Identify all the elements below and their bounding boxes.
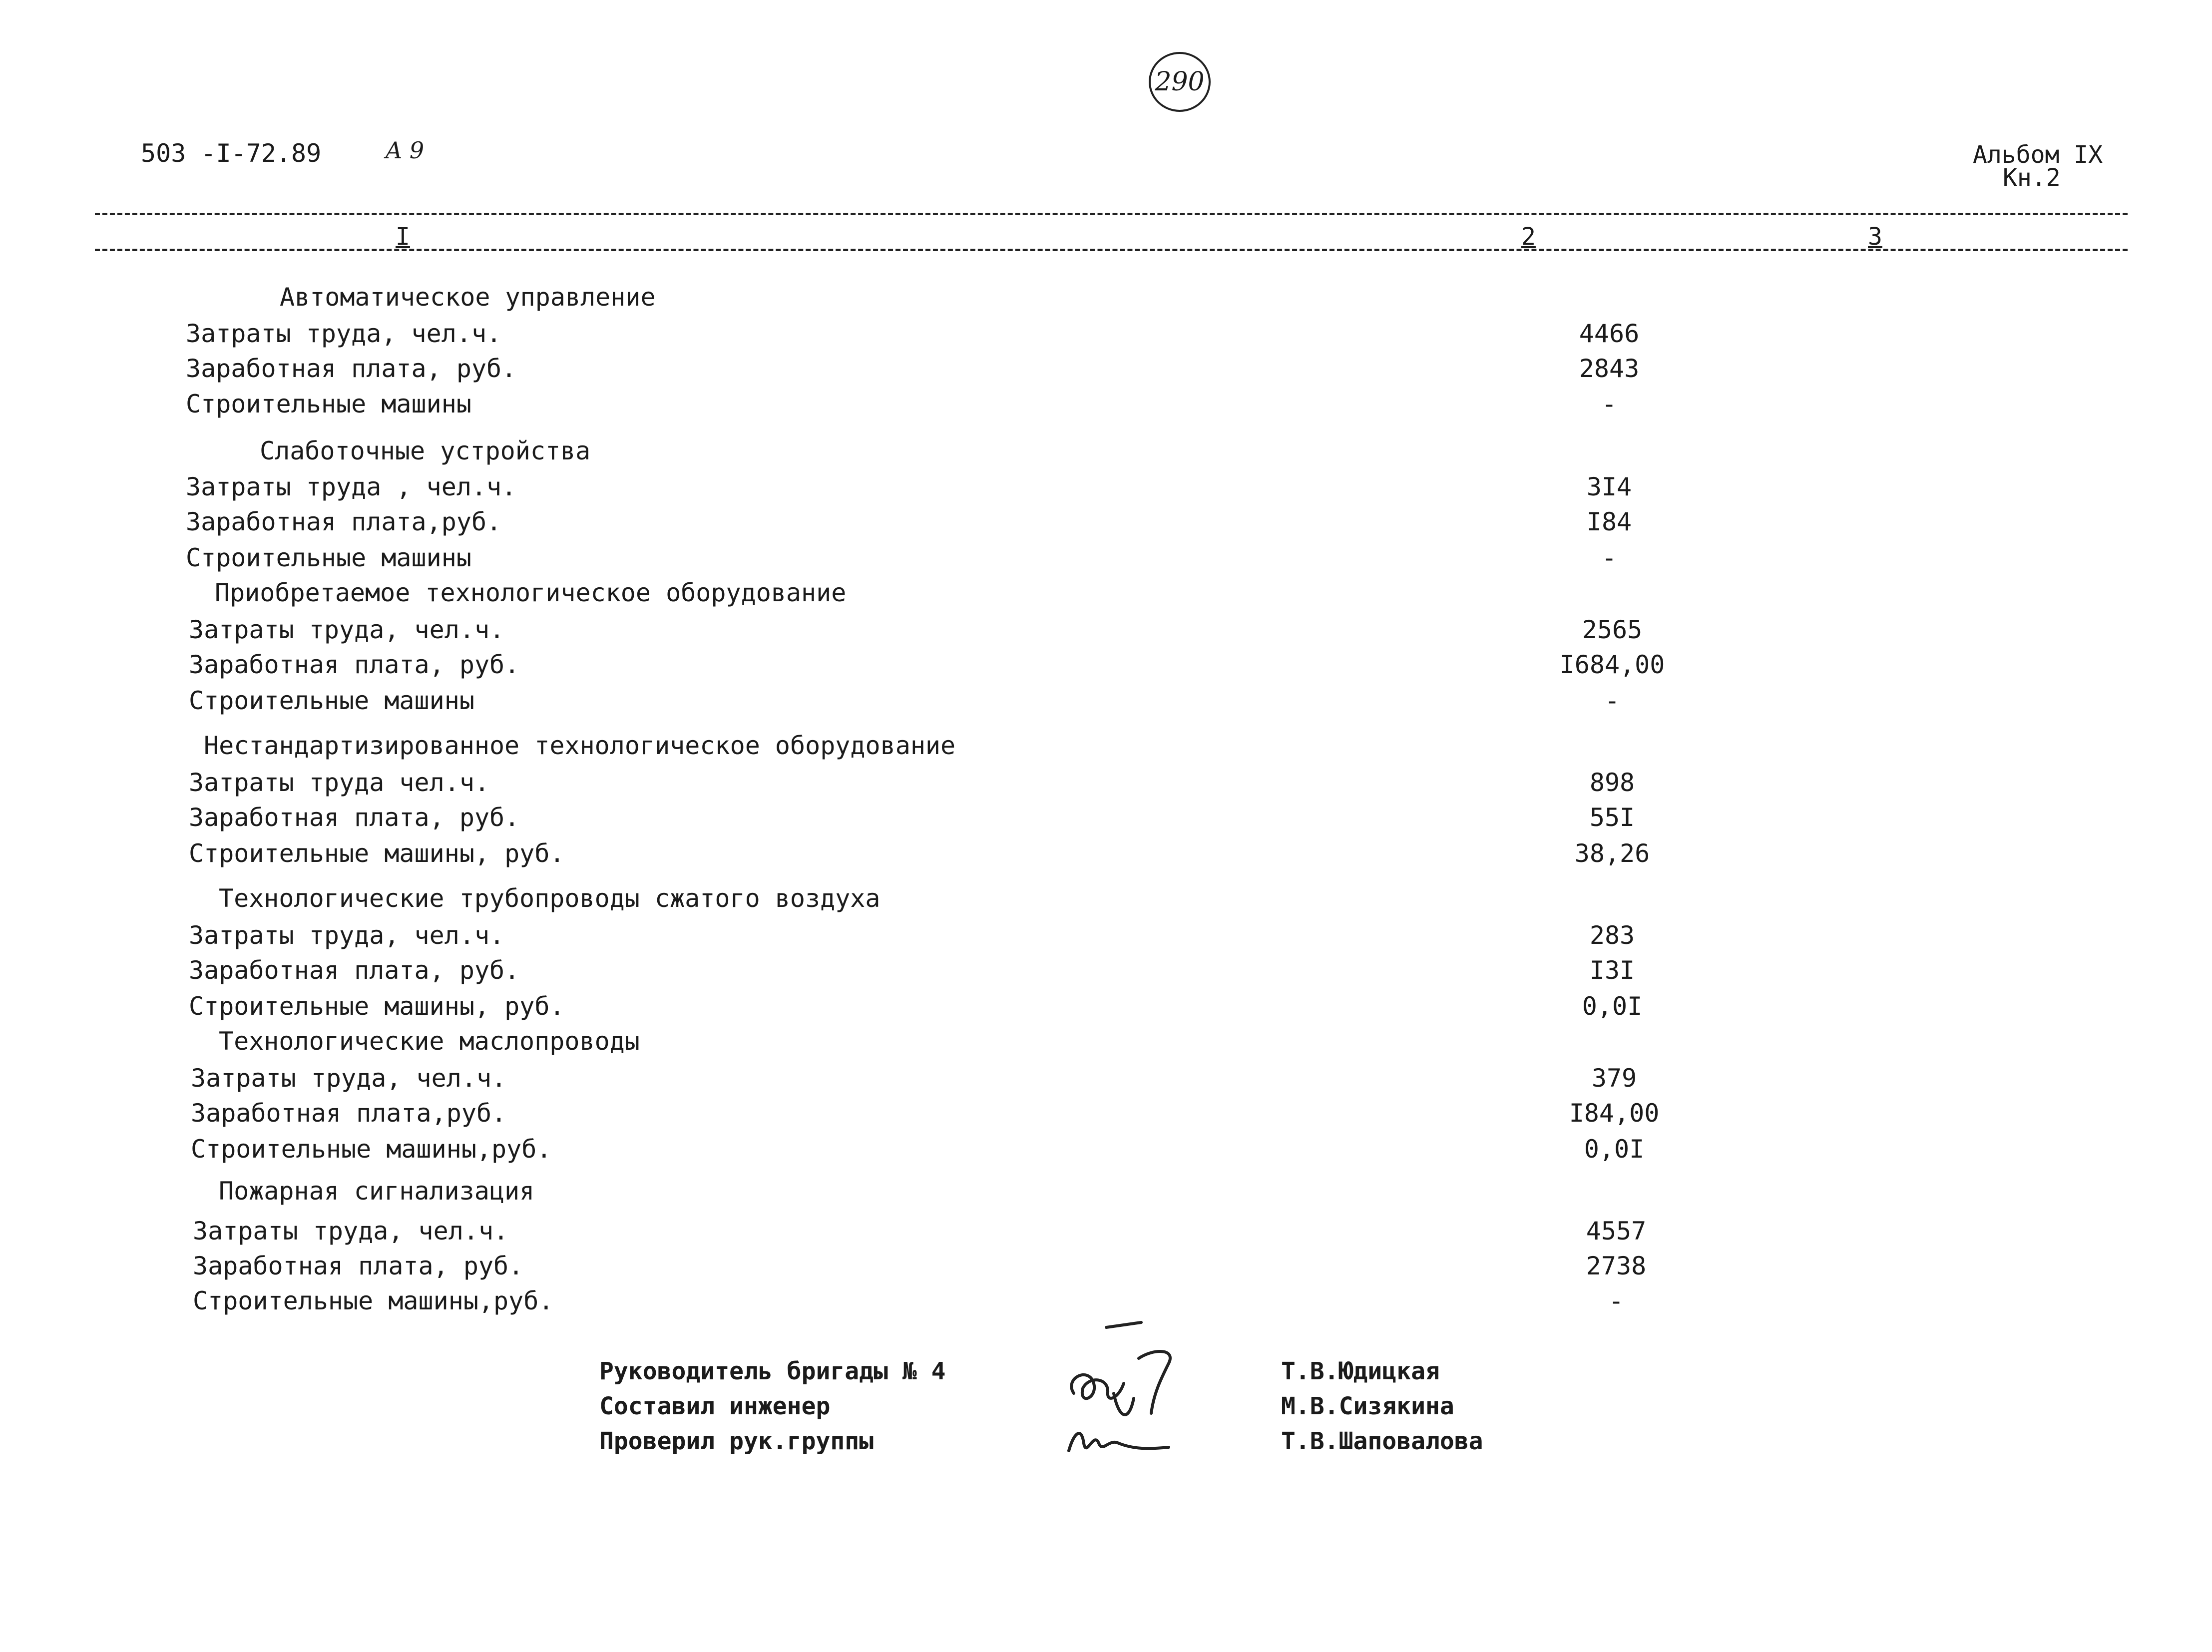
row-value: 3I4 [1586, 472, 1632, 501]
row-label: Затраты труда, чел.ч. [193, 1217, 509, 1245]
row-value: I3I [1589, 956, 1635, 985]
row-value: - [1604, 686, 1620, 715]
section-title: Нестандартизированное технологическое оборудование [204, 731, 956, 760]
row-value: 2843 [1579, 354, 1640, 383]
sheet-mark: A 9 [386, 137, 425, 164]
row-value: 379 [1591, 1064, 1637, 1093]
row-value: - [1601, 543, 1617, 572]
row-label: Затраты труда чел.ч. [189, 768, 490, 797]
row-label: Строительные машины [186, 390, 471, 418]
row-value: 2738 [1586, 1251, 1647, 1280]
row-label: Заработная плата, руб. [186, 354, 517, 383]
signature-name: Т.В.Юдицкая [1281, 1357, 1440, 1385]
row-value: - [1608, 1286, 1624, 1315]
row-label: Заработная плата,руб. [191, 1099, 507, 1128]
row-label: Заработная плата, руб. [193, 1251, 524, 1280]
row-label: Строительные машины,руб. [193, 1286, 554, 1315]
handwritten-signature [1059, 1318, 1189, 1468]
row-value: - [1601, 390, 1617, 418]
row-label: Заработная плата, руб. [189, 803, 520, 832]
row-label: Строительные машины [186, 543, 471, 572]
column-header-3: 3 [1868, 223, 1882, 251]
row-label: Заработная плата,руб. [186, 507, 502, 536]
section-title: Слаботочные устройства [260, 436, 591, 465]
album-label: Альбом IX [1973, 141, 2103, 169]
row-label: Строительные машины, руб. [189, 992, 565, 1021]
signature-name: М.В.Сизякина [1281, 1392, 1454, 1420]
signature-role: Руководитель бригады № 4 [599, 1357, 946, 1385]
row-label: Затраты труда, чел.ч. [186, 319, 502, 348]
page-number-stamp [1149, 52, 1211, 112]
table-header-rule [95, 249, 2128, 251]
row-label: Затраты труда, чел.ч. [189, 615, 505, 644]
row-label: Заработная плата, руб. [189, 956, 520, 985]
row-value: I684,00 [1559, 650, 1665, 679]
signature-name: Т.В.Шаповалова [1281, 1427, 1483, 1455]
column-header-2: 2 [1521, 223, 1536, 251]
row-label: Заработная плата, руб. [189, 650, 520, 679]
row-value: 38,26 [1574, 839, 1650, 868]
row-label: Затраты труда, чел.ч. [191, 1064, 507, 1093]
row-label: Строительные машины [189, 686, 474, 715]
book-label: Кн.2 [2003, 164, 2061, 192]
row-value: 283 [1589, 921, 1635, 950]
row-value: 4557 [1586, 1217, 1647, 1245]
section-title: Технологические маслопроводы [219, 1027, 640, 1056]
document-code: 503 -I-72.89 [141, 139, 322, 168]
signature-role: Составил инженер [599, 1392, 831, 1420]
row-value: I84 [1586, 507, 1632, 536]
row-value: 55I [1589, 803, 1635, 832]
section-title: Автоматическое управление [280, 283, 656, 312]
row-value: 0,0I [1584, 1135, 1645, 1164]
page-number: 290 [1155, 67, 1205, 97]
table-top-rule [95, 213, 2128, 215]
signature-role: Проверил рук.группы [599, 1427, 874, 1455]
row-value: 0,0I [1582, 992, 1643, 1021]
row-value: I84,00 [1569, 1099, 1660, 1128]
row-value: 4466 [1579, 319, 1640, 348]
section-title: Приобретаемое технологическое оборудование [215, 578, 847, 607]
row-label: Затраты труда , чел.ч. [186, 472, 517, 501]
row-label: Строительные машины, руб. [189, 839, 565, 868]
row-label: Строительные машины,руб. [191, 1135, 552, 1164]
section-title: Технологические трубопроводы сжатого воздуха [219, 884, 881, 913]
row-label: Затраты труда, чел.ч. [189, 921, 505, 950]
row-value: 2565 [1582, 615, 1643, 644]
row-value: 898 [1589, 768, 1635, 797]
section-title: Пожарная сигнализация [219, 1177, 535, 1206]
column-header-1: I [396, 223, 410, 251]
